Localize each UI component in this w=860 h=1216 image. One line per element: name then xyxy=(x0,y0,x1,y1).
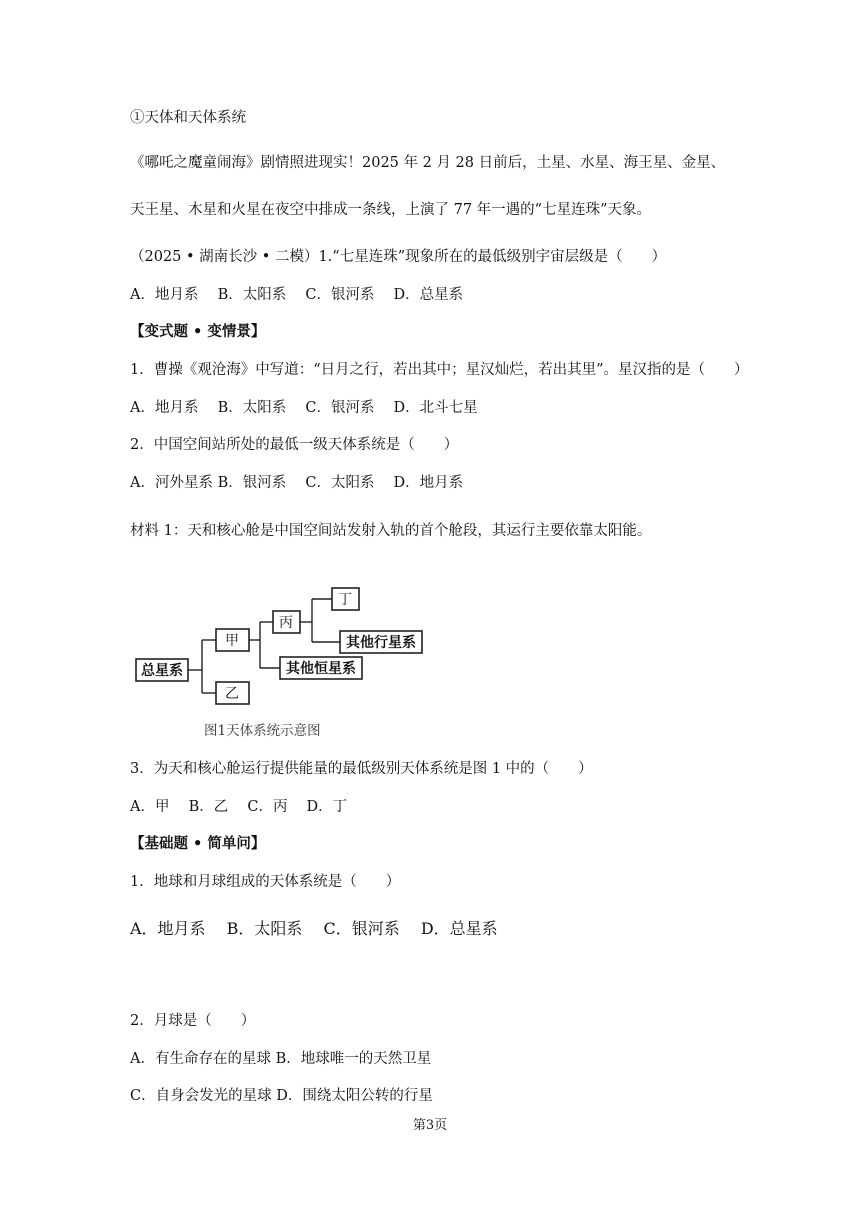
label-root: 总星系 xyxy=(141,663,183,679)
label-yi: 乙 xyxy=(225,686,239,702)
figure-caption: 图1天体系统示意图 xyxy=(204,723,321,739)
variant-q1-stem: 1．曹操《观沧海》中写道：“日月之行，若出其中；星汉灿烂，若出其里”。星汉指的是（ ） xyxy=(130,362,749,378)
intro-line-1: 《哪吒之魔童闹海》剧情照进现实！2025 年 2 月 28 日前后，土星、水星、海王星、金星、 xyxy=(130,155,726,171)
variant-header: 【变式题 • 变情景】 xyxy=(130,323,266,340)
q3-stem: 3．为天和核心舱运行提供能量的最低级别天体系统是图 1 中的（ ） xyxy=(130,761,593,777)
q3-options: A．甲 B．乙 C．丙 D．丁 xyxy=(130,799,348,815)
exam-question-stem: （2025 • 湖南长沙 • 二模）1.“七星连珠”现象所在的最低级别宇宙层级是（ ） xyxy=(130,249,667,265)
basic-q2-options-line-2: C．自身会发光的星球 D．围绕太阳公转的行星 xyxy=(130,1088,433,1104)
label-jia: 甲 xyxy=(225,633,239,649)
variant-q2-options: A．河外星系 B．银河系 C．太阳系 D．地月系 xyxy=(130,475,464,491)
exam-question-options: A．地月系 B．太阳系 C．银河系 D．总星系 xyxy=(130,287,464,303)
variant-q1-options: A．地月系 B．太阳系 C．银河系 D．北斗七星 xyxy=(130,400,478,416)
basic-q2-stem: 2．月球是（ ） xyxy=(130,1013,256,1029)
celestial-system-diagram xyxy=(132,580,432,730)
basic-header: 【基础题 • 简单问】 xyxy=(130,835,266,852)
label-other-stars: 其他恒星系 xyxy=(286,661,356,677)
basic-q1-stem: 1．地球和月球组成的天体系统是（ ） xyxy=(130,874,401,890)
basic-q2-options-line-1: A．有生命存在的星球 B．地球唯一的天然卫星 xyxy=(130,1051,432,1067)
material-text: 材料 1：天和核心舱是中国空间站发射入轨的首个舱段，其运行主要依靠太阳能。 xyxy=(130,523,652,539)
label-other-planets: 其他行星系 xyxy=(346,635,416,651)
variant-q2-stem: 2．中国空间站所处的最低一级天体系统是（ ） xyxy=(130,437,459,453)
label-bing: 丙 xyxy=(279,615,293,631)
intro-line-2: 天王星、木星和火星在夜空中排成一条线，上演了 77 年一遇的“七星连珠”天象。 xyxy=(130,202,651,218)
page-footer: 第3页 xyxy=(412,1118,448,1133)
basic-q1-options: A．地月系 B．太阳系 C．银河系 D．总星系 xyxy=(130,919,498,938)
label-ding: 丁 xyxy=(338,592,352,608)
section-heading: ①天体和天体系统 xyxy=(130,110,246,126)
